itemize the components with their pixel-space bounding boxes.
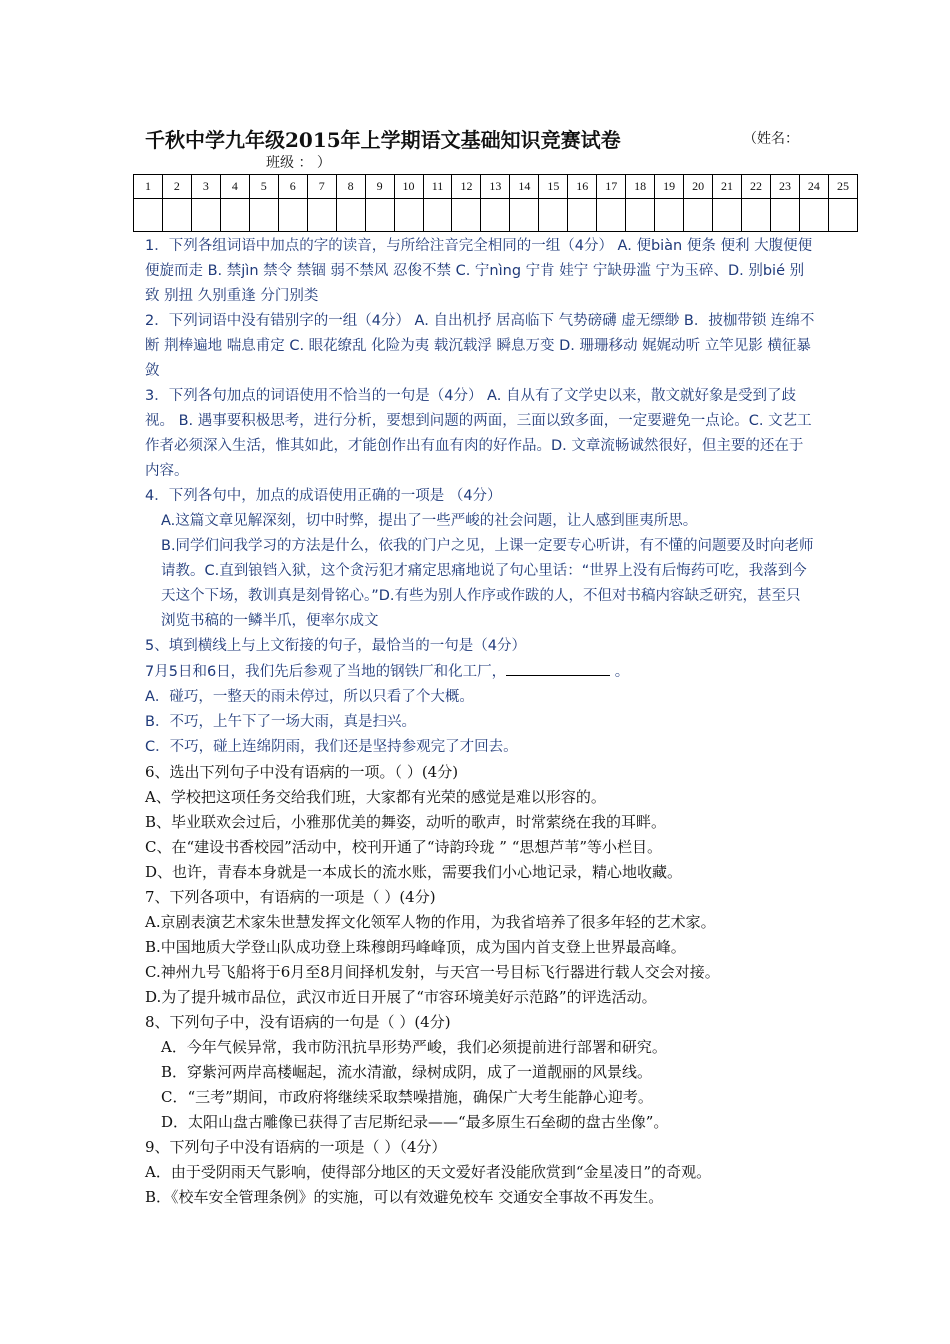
answer-cell[interactable] xyxy=(278,199,307,232)
answer-cell[interactable] xyxy=(134,199,163,232)
question-5-context xyxy=(145,659,815,685)
question-9-option-a: A．由于受阴雨天气影响，使得部分地区的天文爱好者没能欣赏到“金星凌日”的奇观。 xyxy=(145,1163,712,1181)
answer-cell[interactable] xyxy=(510,199,539,232)
answer-number: 5 xyxy=(249,175,278,199)
answer-grid xyxy=(133,174,858,232)
question-7-option-c: C.神州九号飞船将于6月至8月间择机发射，与天宫一号目标飞行器进行载人交会对接。 xyxy=(145,963,720,981)
question-5-option-a: A．碰巧，一整天的雨未停过，所以只看了个大概。 xyxy=(145,689,474,705)
question-8-stem: 8、下列句子中，没有语病的一句是（ ）(4分) xyxy=(145,1013,451,1031)
question-2: 2．下列词语中没有错别字的一组（4分） A. 自出机抒 居高临下 气势磅礴 虚无缥缈 B．披枷带锁 连绵不断 荆棒遍地 喘息甫定 C. 眼花缭乱 化险为夷 载沉载浮 瞬息万变 D. 珊珊移动 娓娓动听 立竿见影 横征暴敛 xyxy=(145,313,815,379)
question-5-stem: 5、填到横线上与上文衔接的句子，最恰当的一句是（4分） xyxy=(145,638,526,654)
question-8-option-b: B．穿紫河两岸高楼崛起，流水清澈，绿树成阴，成了一道靓丽的风景线。 xyxy=(161,1063,653,1081)
answer-number: 1 xyxy=(134,175,163,199)
answer-number: 2 xyxy=(162,175,191,199)
answer-grid-numbers xyxy=(134,175,858,199)
answer-cell[interactable] xyxy=(452,199,481,232)
answer-number: 11 xyxy=(423,175,452,199)
question-8-option-d: D．太阳山盘古雕像已获得了吉尼斯纪录——“最多原生石垒砌的盘古坐像”。 xyxy=(161,1113,669,1131)
answer-cell[interactable] xyxy=(394,199,423,232)
answer-number: 14 xyxy=(510,175,539,199)
question-7-stem: 7、下列各项中，有语病的一项是（ ）(4分) xyxy=(145,888,436,906)
question-list xyxy=(145,234,815,1210)
answer-number: 16 xyxy=(568,175,597,199)
answer-cell[interactable] xyxy=(626,199,655,232)
answer-cell[interactable] xyxy=(568,199,597,232)
answer-cell[interactable] xyxy=(770,199,799,232)
question-9-stem: 9、下列句子中没有语病的一项是（ ）（4分） xyxy=(145,1138,447,1156)
answer-number: 7 xyxy=(307,175,336,199)
question-4-stem: 4．下列各句中，加点的成语使用正确的一项是 （4分） xyxy=(145,488,502,504)
answer-number: 10 xyxy=(394,175,423,199)
answer-number: 22 xyxy=(742,175,771,199)
answer-cell[interactable] xyxy=(684,199,713,232)
answer-cell[interactable] xyxy=(742,199,771,232)
answer-number: 8 xyxy=(336,175,365,199)
question-5-context-end: 。 xyxy=(614,664,630,680)
answer-cell[interactable] xyxy=(249,199,278,232)
question-6-option-a: A、学校把这项任务交给我们班，大家都有光荣的感觉是难以形容的。 xyxy=(145,788,606,806)
answer-cell[interactable] xyxy=(423,199,452,232)
answer-number: 21 xyxy=(713,175,742,199)
answer-cell[interactable] xyxy=(481,199,510,232)
answer-cell[interactable] xyxy=(191,199,220,232)
class-field-label: 班级 ： ） xyxy=(266,155,331,171)
answer-cell[interactable] xyxy=(336,199,365,232)
fill-blank[interactable] xyxy=(506,659,610,676)
name-field-label: （姓名： xyxy=(743,131,799,147)
answer-grid-blanks xyxy=(134,199,858,232)
answer-number: 9 xyxy=(365,175,394,199)
answer-cell[interactable] xyxy=(162,199,191,232)
answer-number: 6 xyxy=(278,175,307,199)
question-6-stem: 6、选出下列句子中没有语病的一项。（ ）(4分) xyxy=(145,763,459,781)
answer-number: 18 xyxy=(626,175,655,199)
answer-cell[interactable] xyxy=(799,199,828,232)
answer-cell[interactable] xyxy=(713,199,742,232)
answer-number: 4 xyxy=(220,175,249,199)
question-3: 3．下列各句加点的词语使用不恰当的一句是（4分） A. 自从有了文学史以来，散文就好象是受到了歧视。 B. 遇事要积极思考，进行分析，要想到问题的两面，三面以致多面，一定要避免一点论。C. 文艺工作者必须深入生活，惟其如此，才能创作出有血有肉的好作品。D. 文章流畅诚然很好，但主要的还在于内容。 xyxy=(145,388,812,479)
title-row xyxy=(145,124,835,150)
answer-number: 20 xyxy=(684,175,713,199)
answer-number: 17 xyxy=(597,175,626,199)
answer-number: 15 xyxy=(539,175,568,199)
answer-cell[interactable] xyxy=(828,199,857,232)
exam-title: 千秋中学九年级2015年上学期语文基础知识竞赛试卷 xyxy=(145,128,621,152)
question-5-context-text: 7月5日和6日，我们先后参观了当地的钢铁厂和化工厂， xyxy=(145,664,507,680)
question-8-option-c: C．“三考”期间，市政府将继续采取禁噪措施，确保广大考生能静心迎考。 xyxy=(161,1088,653,1106)
answer-number: 13 xyxy=(481,175,510,199)
question-7-option-b: B.中国地质大学登山队成功登上珠穆朗玛峰峰顶，成为国内首支登上世界最高峰。 xyxy=(145,938,686,956)
question-7-option-d: D.为了提升城市品位，武汉市近日开展了“市容环境美好示范路”的评选活动。 xyxy=(145,988,657,1006)
question-6-option-c: C、在“建设书香校园”活动中，校刊开通了“诗韵玲珑 ” “思想芦苇”等小栏目。 xyxy=(145,838,663,856)
question-6-option-d: D、也许，青春本身就是一本成长的流水账，需要我们小心地记录，精心地收藏。 xyxy=(145,863,683,881)
question-5-option-b: B．不巧，上午下了一场大雨，真是扫兴。 xyxy=(145,714,416,730)
answer-cell[interactable] xyxy=(539,199,568,232)
question-9-option-b: B．《校车安全管理条例》的实施，可以有效避免校车 交通安全事故不再发生。 xyxy=(145,1188,664,1206)
answer-number: 19 xyxy=(655,175,684,199)
question-4-option-b: B.同学们问我学习的方法是什么，依我的门户之见，上课一定要专心听讲，有不懂的问题要及时向老师请教。C.直到锒铛入狱，这个贪污犯才痛定思痛地说了句心里话：“世界上没有后悔药可吃，我落到今天这个下场，教训真是刻骨铭心。”D.有些为别人作序或作跋的人，不但对书稿内容缺乏研究，甚至只浏览书稿的一鳞半爪，便率尔成文 xyxy=(161,538,814,629)
answer-cell[interactable] xyxy=(220,199,249,232)
answer-number: 23 xyxy=(770,175,799,199)
answer-number: 12 xyxy=(452,175,481,199)
answer-cell[interactable] xyxy=(307,199,336,232)
question-8-option-a: A．今年气候异常，我市防汛抗旱形势严峻，我们必须提前进行部署和研究。 xyxy=(161,1038,667,1056)
question-4-option-a: A.这篇文章见解深刻，切中时弊，提出了一些严峻的社会问题，让人感到匪夷所思。 xyxy=(161,513,698,529)
question-5-option-c: C．不巧，碰上连绵阴雨，我们还是坚持参观完了才回去。 xyxy=(145,739,518,755)
answer-number: 24 xyxy=(799,175,828,199)
answer-number: 3 xyxy=(191,175,220,199)
answer-cell[interactable] xyxy=(365,199,394,232)
question-6-option-b: B、毕业联欢会过后，小雅那优美的舞姿，动听的歌声，时常萦绕在我的耳畔。 xyxy=(145,813,667,831)
question-1: 1．下列各组词语中加点的字的读音，与所给注音完全相同的一组（4分） A. 便biàn 便条 便利 大腹便便 便旋而走 B. 禁jìn 禁令 禁锢 弱不禁风 忍俊不禁 C. 宁nìng 宁肯 娃宁 宁缺毋滥 宁为玉碎、D. 别bié 别致 别扭 久别重逢 分门别类 xyxy=(145,238,813,304)
question-7-option-a: A.京剧表演艺术家朱世慧发挥文化领军人物的作用，为我省培养了很多年轻的艺术家。 xyxy=(145,913,716,931)
answer-cell[interactable] xyxy=(597,199,626,232)
answer-cell[interactable] xyxy=(655,199,684,232)
answer-number: 25 xyxy=(828,175,857,199)
